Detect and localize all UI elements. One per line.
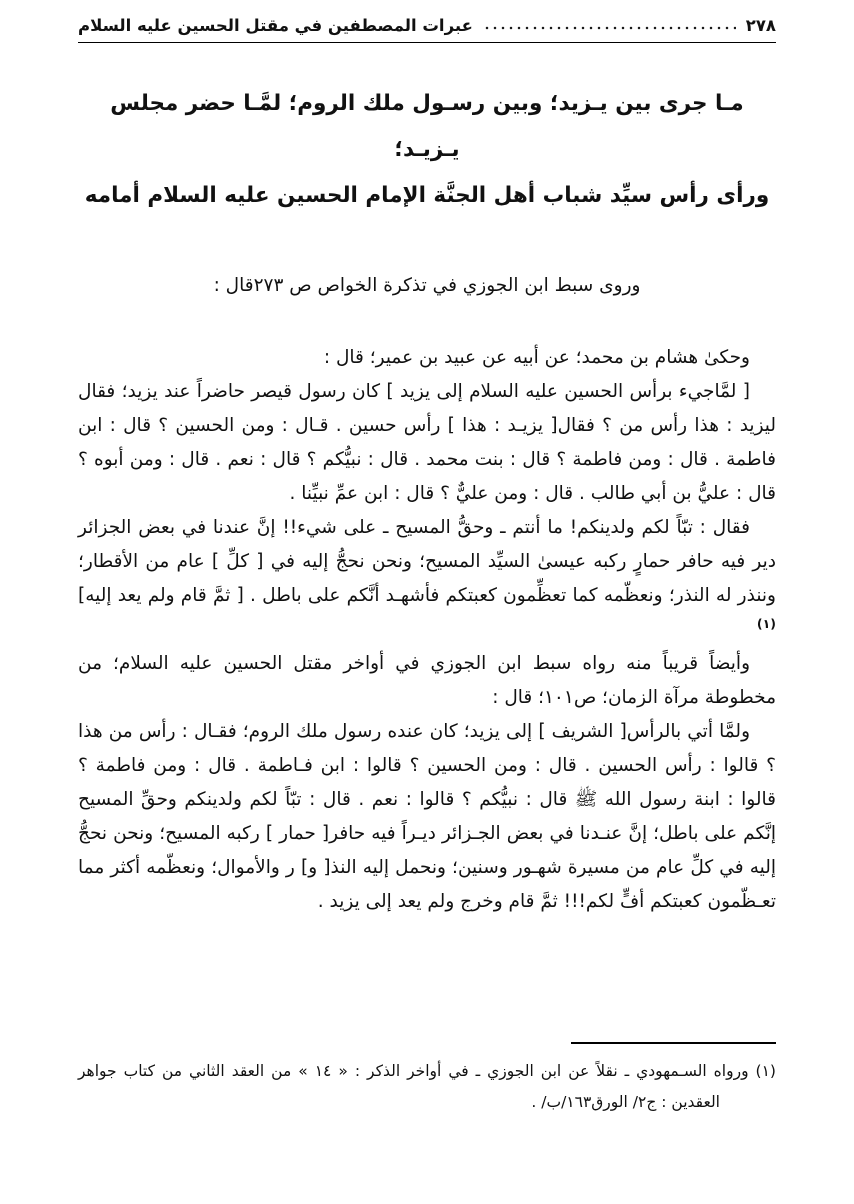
body-paragraph-dialogue-3: ولمَّا أتي بالرأس[ الشريف ] إلى يزيد؛ كان عنده رسول ملك الروم؛ فقـال : رأس من هذا ؟ قالوا : رأس الحسين . قال : ومن الحسين ؟ قالوا : ابن فـاطمة . قال : ومن فاطمة ؟ قالوا : ابنة رسول الله ﷺ قال : نبيُّكم ؟ قالوا : نعم . قال : تبّاً لكم ولدينكم وحقِّ المسيح إنَّكم على باطل؛ إنَّ عنـدنا في بعض الجـزائر ديـراً فيه حافر[ حمار ] ركبه المسيح؛ ونحن نحجُّ إليه في كلِّ عام من مسيرة شهـور وسنين؛ ونحمل إليه النذ[ و] ر والأموال؛ ونعظّمه أكثر مما تعـظّمون كعبتكم أفٍّ لكم!!! ثمَّ قام وخرج ولم يعد إلى يزيد .	[78, 721, 776, 912]
footnote-area	[78, 1042, 776, 1118]
page-header	[78, 16, 776, 43]
body-paragraph-dialogue-1: [ لمَّاجيء برأس الحسين عليه السلام إلى يزيد ] كان رسول قيصر حاضراً عند يزيد؛ فقال ليزيد : هذا رأس من ؟ فقال[ يزيـد : هذا ] رأس حسين . قـال : ومن الحسين ؟ قال : ابن فاطمة . قال : ومن فاطمة ؟ قال : بنت محمد . قال : نبيُّكم ؟ قال : نعم . قال : ومن أبوه ؟ قال : عليُّ بن أبي طالب . قال : ومن عليٌّ ؟ قال : ابن عمِّ نبيِّنا .	[78, 381, 776, 504]
footnote-text: (١) ورواه السـمهودي ـ نقلاً عن ابن الجوزي ـ في أواخر الذكر : « ١٤ » من العقد الثاني من كتاب جواهر العقدين : ج٢/ الورق١٦٣/ب/ .	[78, 1062, 776, 1111]
dot-leader	[483, 25, 736, 31]
chapter-heading	[78, 81, 776, 219]
page-number: ٢٧٨	[745, 16, 776, 35]
body-paragraph-dialogue-2	[78, 511, 776, 647]
running-title: عبرات المصطفين في مقتل الحسين عليه السلام	[78, 16, 473, 35]
chapter-heading-line1: مـا جرى بين يـزيد؛ وبين رسـول ملك الروم؛ لمَّـا حضر مجلس يـزيـد؛	[110, 91, 744, 162]
body-paragraph-intro: وروى سبط ابن الجوزي في تذكرة الخواص ص ٢٧٣قال :	[213, 275, 641, 296]
body-paragraph-second-source: وأيضاً قريباً منه رواه سبط ابن الجوزي في أواخر مقتل الحسين عليه السلام؛ من مخطوطة مرآة الزمان؛ ص١٠١؛ قال :	[78, 653, 776, 708]
chapter-heading-line2: ورأى رأس سيِّد شباب أهل الجنَّة الإمام الحسين عليه السلام أمامه	[84, 183, 770, 208]
body-paragraph-isnad: وحكىٰ هشام بن محمد؛ عن أبيه عن عبيد بن عمير؛ قال :	[323, 347, 750, 368]
footnote-reference: (١)	[756, 615, 776, 631]
body-paragraph-dialogue-2-text: فقال : تبّاً لكم ولدينكم! ما أنتم ـ وحقُّ المسيح ـ على شيء!! إنَّ عندنا في بعض الجزائر دير فيه حافر حمارٍ ركبه عيسىٰ السيِّد المسيح؛ ونحن نحجُّ إليه في [ كلِّ ] عام من الأقطار؛ وننذر له النذر؛ ونعظّمه كما تعظِّمون كعبتكم فأشهـد أنَّكم على باطل . [ ثمَّ قام ولم يعد إليه]	[78, 517, 776, 606]
footnote-separator-rule	[571, 1042, 776, 1044]
